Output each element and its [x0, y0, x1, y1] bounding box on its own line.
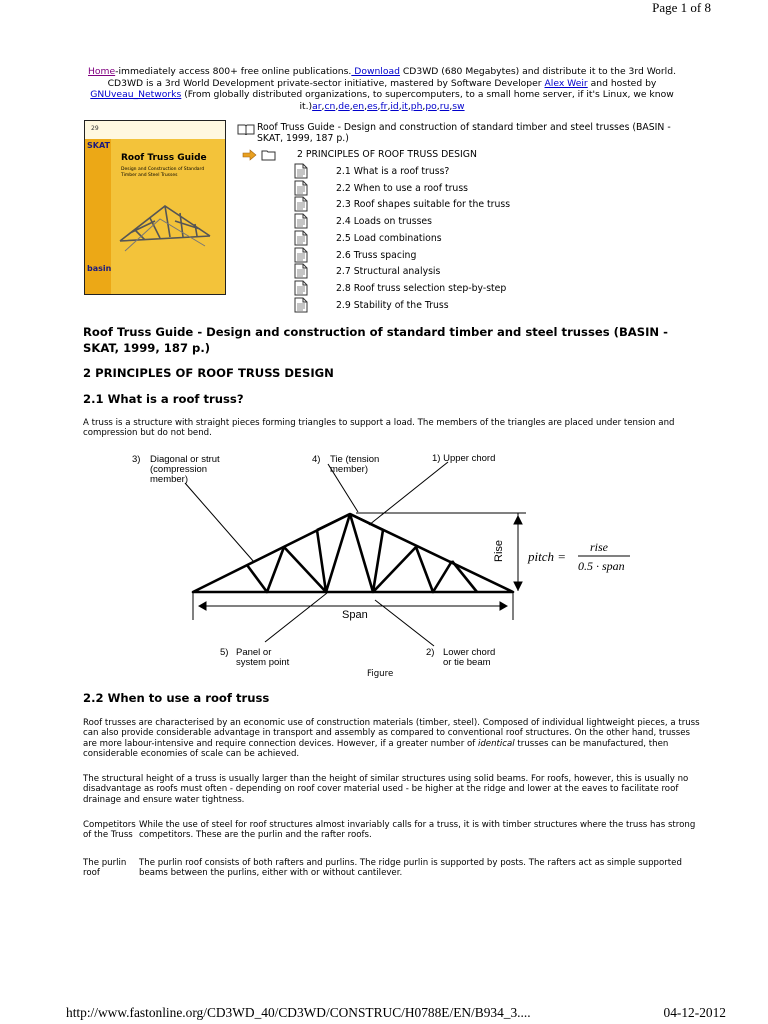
toc-item[interactable]	[294, 297, 674, 313]
language-link-sw[interactable]: sw	[452, 100, 465, 112]
label-pitch: pitch =	[528, 549, 567, 564]
language-link-fr[interactable]: fr	[380, 100, 388, 112]
site-banner	[84, 66, 680, 112]
separator: ,	[335, 100, 339, 112]
figure-caption: Figure	[367, 669, 394, 679]
label-panel-2: system point	[236, 657, 290, 668]
label-span: Span	[342, 609, 368, 621]
alex-weir-link[interactable]: Alex Weir	[544, 77, 588, 89]
document-icon	[294, 213, 308, 229]
truss-center-struts	[326, 514, 373, 592]
section-2-2-heading: 2.2 When to use a roof truss	[83, 691, 270, 705]
definition-row	[83, 820, 713, 844]
document-icon	[294, 196, 308, 212]
cover-truss-image	[115, 191, 215, 261]
separator: ,	[387, 100, 391, 112]
label-diagonal: Diagonal or strut	[150, 454, 220, 465]
definition-row	[83, 858, 713, 882]
separator: ,	[449, 100, 453, 112]
definition-term: The purlin roof	[83, 858, 127, 879]
label-diagonal-3: member)	[150, 474, 189, 485]
cover-skat-logo: SKAT	[87, 141, 110, 150]
cover-subtitle: Design and Construction of Standard Timber and Steel Trusses	[121, 167, 205, 178]
open-book-icon	[237, 123, 255, 135]
toc-item[interactable]	[294, 263, 674, 279]
definition-text: The purlin roof consists of both rafters and purlins. The ridge purlin is supported by posts. The rafters act as simple supported beams between the purlins, either with or without cantilever.	[139, 858, 682, 879]
toc-book-title: Roof Truss Guide - Design and construction of standard timber and steel trusses (BASIN - SKAT, 1999, 187 p.)	[257, 122, 671, 144]
toc-item[interactable]	[294, 196, 674, 212]
label-lower-2: or tie beam	[443, 657, 491, 668]
label-pitch-numerator: rise	[590, 540, 608, 554]
section-2-2-paragraph-2: The structural height of a truss is usually larger than the height of similar structures using solid beams. For roofs, however, this is usually no disadvantage as roofs must often - depending on roof cover material used - be higher at the ridge and lower at the eaves to facilitate roof drainage and ensure water tightness.	[83, 774, 689, 805]
document-icon	[294, 247, 308, 263]
separator: ,	[349, 100, 353, 112]
book-cover[interactable]	[84, 120, 226, 295]
toc-item-label: 2.8 Roof truss selection step-by-step	[336, 282, 507, 294]
separator: ,	[422, 100, 426, 112]
document-title: Roof Truss Guide - Design and construction of standard timber and steel trusses (BASIN - SKAT, 1999, 187 p.)	[83, 325, 668, 355]
toc-item-label: 2.9 Stability of the Truss	[336, 299, 449, 311]
toc-item-label: 2.2 When to use a roof truss	[336, 182, 469, 194]
label-pitch-denominator: 0.5 · span	[578, 559, 625, 573]
cover-number: 29	[91, 125, 99, 132]
page-number: Page 1 of 8	[652, 0, 711, 15]
label-diagonal-num: 3)	[132, 454, 141, 465]
cover-title: Roof Truss Guide	[121, 153, 207, 163]
toc-item[interactable]	[294, 213, 674, 229]
home-link[interactable]: Home	[88, 66, 116, 77]
section-2-1-heading: 2.1 What is a roof truss?	[83, 392, 244, 406]
toc-item[interactable]	[294, 247, 674, 263]
chapter-heading: 2 PRINCIPLES OF ROOF TRUSS DESIGN	[83, 366, 334, 380]
document-icon	[294, 263, 308, 279]
document-icon	[294, 297, 308, 313]
toc-item-label: 2.4 Loads on trusses	[336, 216, 432, 228]
cover-basin-logo: basin	[87, 264, 112, 273]
label-panel-num: 5)	[220, 647, 229, 658]
toc-item[interactable]	[294, 280, 674, 296]
separator: ,	[436, 100, 440, 112]
section-2-1-text: A truss is a structure with straight pieces forming triangles to support a load. The members of the triangles are placed under tension and compression but do not bend.	[83, 418, 675, 439]
document-icon	[294, 180, 308, 196]
footer-date: 04-12-2012	[663, 1005, 726, 1020]
toc-item-label: 2.3 Roof shapes suitable for the truss	[336, 199, 511, 211]
language-links	[312, 101, 464, 112]
separator: ,	[407, 100, 411, 112]
label-lower: Lower chord	[443, 647, 496, 658]
toc-item[interactable]	[294, 230, 674, 246]
separator: ,	[398, 100, 402, 112]
download-link[interactable]: Download	[351, 66, 400, 77]
language-link-ph[interactable]: ph	[410, 100, 423, 112]
definition-term: Competitors of the Truss	[83, 820, 136, 841]
toc-section-label: 2 PRINCIPLES OF ROOF TRUSS DESIGN	[297, 149, 477, 160]
text: Roof trusses are characterised by an economic use of construction materials (timber, steel). Composed of individual lightweight pieces, a truss can also provide considerable advantage in transport and assembly as compared to conventional roof structures. On the other hand, trusses are more labour-intensive and require connection devices. However, if a greater number of	[83, 718, 700, 749]
separator: ,	[364, 100, 368, 112]
separator: ,	[377, 100, 381, 112]
toc-item[interactable]	[294, 180, 674, 196]
label-panel: Panel or	[236, 647, 272, 658]
banner-text: (From globally distributed organizations, to supercomputers, to a small home server, if it's Linux, we know it.)	[181, 89, 674, 112]
toc-item[interactable]	[294, 163, 674, 179]
emphasis: identical	[477, 738, 515, 749]
text: trusses can be manufactured, then considerable economies of scale can be achieved.	[83, 738, 669, 760]
label-tie: Tie (tension	[330, 454, 380, 465]
document-icon	[294, 280, 308, 296]
language-link-po[interactable]: po	[425, 100, 437, 112]
language-link-en[interactable]: en	[352, 100, 365, 112]
label-tie-num: 4)	[312, 454, 321, 465]
language-link-cn[interactable]: cn	[324, 100, 336, 112]
language-link-ru[interactable]: ru	[439, 100, 450, 112]
cover-header	[85, 121, 225, 139]
section-2-2-paragraph-1	[83, 718, 705, 760]
toc-section-entry[interactable]	[237, 149, 677, 161]
label-upper-chord: 1) Upper chord	[432, 453, 496, 464]
banner-text: and hosted by	[587, 77, 657, 89]
toc-item-label: 2.7 Structural analysis	[336, 266, 441, 278]
definition-text: While the use of steel for roof structures almost invariably calls for a truss, it is with timber structures where the truss has strong competitors. These are the purlin and the rafter roofs.	[139, 820, 696, 841]
document-icon	[294, 163, 308, 179]
language-link-es[interactable]: es	[367, 100, 378, 112]
language-link-de[interactable]: de	[338, 100, 350, 112]
toc-item-label: 2.1 What is a roof truss?	[336, 166, 450, 177]
label-lower-num: 2)	[426, 647, 435, 658]
language-link-it[interactable]: it	[401, 100, 408, 112]
toc-item-label: 2.6 Truss spacing	[336, 249, 417, 261]
gnuveau-link[interactable]: GNUveau_Networks	[90, 89, 182, 101]
document-icon	[294, 230, 308, 246]
footer-url: http://www.fastonline.org/CD3WD_40/CD3WD/CONSTRUC/H0788E/EN/B934_3....	[66, 1005, 531, 1020]
language-link-id[interactable]: id	[390, 100, 399, 112]
roof-truss-diagram	[120, 450, 680, 670]
separator: ,	[321, 100, 325, 112]
current-section-arrow-icon	[242, 149, 278, 161]
toc-item-label: 2.5 Load combinations	[336, 232, 442, 244]
label-diagonal-2: (compression	[150, 464, 208, 475]
banner-text: CD3WD (680 Megabytes) and distribute it to the 3rd World. CD3WD is a 3rd World Development private-sector initiative, mastered by Software Developer	[107, 66, 676, 89]
language-link-ar[interactable]: ar	[312, 100, 322, 112]
label-tie-2: member)	[330, 464, 369, 475]
label-rise: Rise	[493, 539, 505, 562]
banner-text: -immediately access 800+ free online publications.	[115, 66, 352, 77]
